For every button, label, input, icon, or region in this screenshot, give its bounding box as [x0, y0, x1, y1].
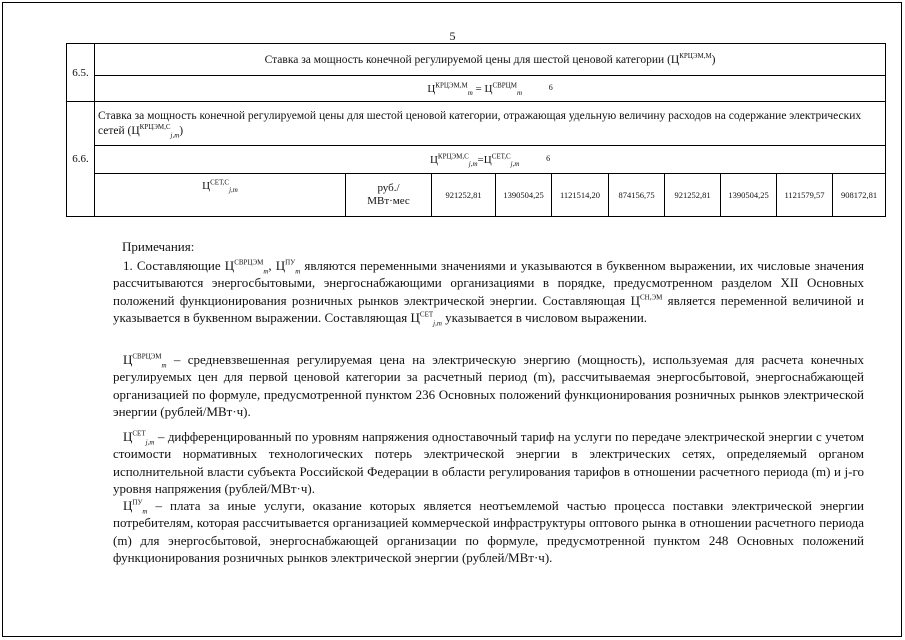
values-unit: руб./ МВт·мес [346, 174, 432, 217]
row-label: Ставка за мощность конечной регулируемой цены для шестой ценовой категории, отражающая удельную величину расходов на содержание электрических сетей $(Ц^{КРЦЭМ,С}_{j,m})$ [95, 102, 886, 146]
table-row-6-5 [67, 44, 886, 76]
value-cell: 1390504,25 [721, 174, 777, 217]
values-row [67, 174, 886, 217]
note-paragraph-1: 1. Составляющие $Ц^{СВРЦЭМ}_m$, $Ц^{ПУ}_m$ являются переменными значениями и указываются в буквенном выражении, их числовые значения рассчитываются энергосбытовыми, энергоснабжающими организациями в порядке, предусмотренном разделом XII Основных положений функционирования розничных рынков электрической энергии. Составляющая $Ц^{СН,ЭМ}$ является переменной величиной и указывается в буквенном выражении. Составляющая $Ц^{СЕТ}_{j,m}$ указывается в числовом выражении. [113, 258, 865, 328]
value-cell: 874156,75 [609, 174, 665, 217]
table-row-6-6 [67, 102, 886, 146]
tariff-table [66, 43, 886, 217]
value-cell: 1121579,57 [777, 174, 833, 217]
row-formula: $Ц^{КРЦЭМ,М}_m = Ц^{СВРЦМ}_m$ $^6$ [95, 76, 886, 102]
value-cell: 908172,81 [833, 174, 886, 217]
value-cell: 1121514,20 [552, 174, 609, 217]
row-number: 6.6. [67, 102, 95, 217]
value-cell: 921252,81 [665, 174, 721, 217]
note-paragraph-2: $Ц^{СВРЦЭМ}_m$ – средневзвешенная регулируемая цена на электрическую энергию (мощность), используемая для расчета конечных регулируемых цен для первой ценовой категории за расчетный период (m), рассчитываемая энергосбытовой, энергоснабжающей организацией по формуле, предусмотренной пунктом 236 Основных положений функционирования розничных рынков электрической энергии (рублей/МВт·ч). [113, 352, 864, 420]
value-cell: 921252,81 [432, 174, 496, 217]
row-formula: $Ц^{КРЦЭМ,С}_{j,m}=Ц^{СЕТ,С}_{j,m}$ $^6$ [95, 146, 886, 174]
note-paragraph-3: $Ц^{СЕТ}_{j,m}$ – дифференцированный по уровням напряжения одноставочный тариф на услуги по передаче электрической энергии с учетом стоимости нормативных технологических потерь электрической энергии в электрических сетях, определяемый органом исполнительной власти субъекта Российской Федерации в области регулирования тарифов в отношении расчетного периода (m) и j-го уровня напряжения (рублей/МВт·ч). [113, 429, 864, 497]
page-number: 5 [449, 29, 456, 43]
row-number: 6.5. [67, 44, 95, 102]
notes-title: Примечания: [122, 239, 195, 254]
values-symbol: $Ц^{СЕТ,С}_{j,m}$ [95, 174, 346, 217]
notes-heading-block [122, 238, 864, 255]
formula-row-6-6 [67, 146, 886, 174]
row-label: Ставка за мощность конечной регулируемой цены для шестой ценовой категории $(Ц^{КРЦЭМ,М})$ [95, 44, 886, 76]
note-paragraph-4: $Ц^{ПУ}_m$ – плата за иные услуги, оказание которых является неотъемлемой частью процесса поставки электрической энергии потребителям, которая рассчитывается организацией коммерческой инфраструктуры оптового рынка в отношении расчетного периода (m) для энергосбытовой, энергоснабжающей организации по формуле, предусмотренной пунктом 248 Основных положений функционирования розничных рынков электрической энергии (рублей/МВт·ч). [113, 498, 864, 566]
formula-row-6-5 [67, 76, 886, 102]
value-cell: 1390504,25 [496, 174, 552, 217]
